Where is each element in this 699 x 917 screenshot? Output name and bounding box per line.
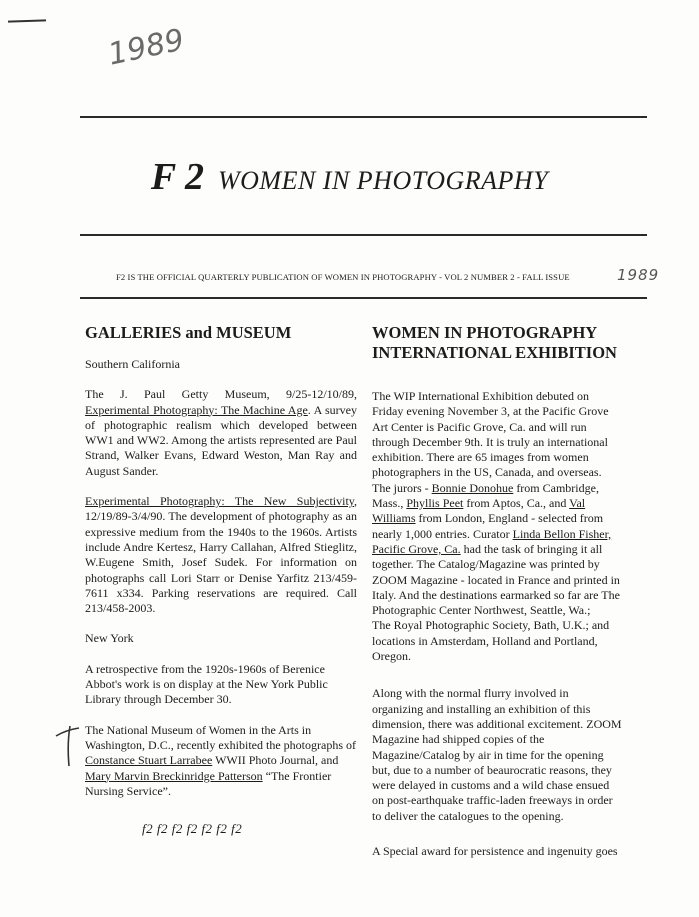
nmwa-intro: The National Museum of Women in the Arts in Washington, D.C., recently exhibited the photographs of xyxy=(85,722,356,752)
p1-text-c: from Aptos, Ca., and xyxy=(463,496,570,511)
exhibition-paragraph-1 xyxy=(372,389,622,618)
exhibition-heading-line2: INTERNATIONAL EXHIBITION xyxy=(372,343,617,362)
nmwa-paragraph xyxy=(85,723,357,799)
page-title xyxy=(0,155,699,199)
handwritten-year-top: 1989 xyxy=(105,22,188,73)
p1-text-b: from Cambridge, Mass., xyxy=(372,480,599,511)
abbott-paragraph: A retrospective from the 1920s-1960s of Berenice Abbot's work is on display at the New York Public Library through December 30. xyxy=(85,661,328,707)
nmwa-photographer-2: Mary Marvin Breckinridge Patterson xyxy=(85,768,263,783)
region-new-york: New York xyxy=(85,631,134,646)
handwritten-plus-mark xyxy=(52,722,82,768)
juror-phyllis-peet: Phyllis Peet xyxy=(406,496,464,511)
masthead-text: F2 IS THE OFFICIAL QUARTERLY PUBLICATION OF WOMEN IN PHOTOGRAPHY - VOL 2 NUMBER 2 - FALL ISSUE xyxy=(116,272,570,282)
title-bottom-rule xyxy=(80,234,647,236)
getty-paragraph xyxy=(85,387,357,479)
nmwa-rest: “The Frontier Nursing Service”. xyxy=(85,768,332,798)
getty-rest: . A survey of photographic realism which developed between WW1 and WW2. Among the artists represented are Paul Strand, Walker Evans, Edward Weston, Man Ray and August Sander. xyxy=(85,402,357,478)
f2-footer-ornament: f2 f2 f2 f2 f2 f2 f2 xyxy=(142,821,243,836)
left-column xyxy=(85,323,357,799)
masthead-bottom-rule xyxy=(80,297,647,299)
title-women-in-photography: WOMEN IN PHOTOGRAPHY xyxy=(217,166,549,195)
title-f2: F 2 xyxy=(150,156,204,198)
galleries-heading: GALLERIES and MUSEUM xyxy=(85,323,292,342)
p1-text-d: from London, England - selected from nearly 1,000 entries. Curator xyxy=(372,511,604,541)
subjectivity-show-title: Experimental Photography: The New Subjectivity xyxy=(85,494,354,509)
exhibition-paragraph-2: The Royal Photographic Society, Bath, U.K.; and locations in Amsterdam, Holland and Portland, Oregon. xyxy=(372,618,610,664)
juror-bonnie-donohue: Bonnie Donohue xyxy=(431,480,514,495)
exhibition-heading-line1: WOMEN IN PHOTOGRAPHY xyxy=(372,323,598,342)
p1-text-a: The WIP International Exhibition debuted on Friday evening November 3, at the Pacific Grove Art Center is Pacific Grove, Ca. and will run through December 9th. It is truly an international exhibition. There are 65 images from women photographers in the US, Canada, and overseas. The jurors - xyxy=(372,389,609,495)
nmwa-mid: WWII Photo Journal, and xyxy=(212,753,339,768)
corner-pen-stroke xyxy=(8,19,46,22)
masthead-line xyxy=(116,272,570,282)
juror-val-williams: Val Williams xyxy=(372,496,586,526)
curator-linda-bellon-fisher: Linda Bellon Fisher, Pacific Grove, Ca. xyxy=(372,526,612,556)
right-column xyxy=(372,323,622,859)
getty-show-title: Experimental Photography: The Machine Age xyxy=(85,402,308,417)
subjectivity-rest: , 12/19/89-3/4/90. The development of photography as an expressive medium from the 1940s to the 1960s. Artists include Andre Kertesz, Harry Callahan, Alfred Stieglitz, W.Eugene Smith, Josef Sudek. For information on photographs call Lori Starr or Denise Yarfitz 213/459-7611 x334. Parking reservations are required. Call 213/458-2003. xyxy=(85,494,357,616)
top-rule xyxy=(80,116,647,118)
nmwa-photographer-1: Constance Stuart Larrabee xyxy=(85,753,213,768)
getty-intro: The J. Paul Getty Museum, 9/25-12/10/89, xyxy=(85,387,357,402)
exhibition-paragraph-3: Along with the normal flurry involved in organizing and installing an exhibition of this dimension, there was additional excitement. ZOOM Magazine had shipped copies of the Magazine/Catalog by air in time for the opening but, due to a number of beaurocratic reasons, they were delayed in customs and a wild chase ensued on post-earthquake traffic-laden freeways in order to deliver the catalogues to the opening. xyxy=(372,686,622,823)
exhibition-paragraph-4: A Special award for persistence and ingenuity goes xyxy=(372,844,618,859)
p1-text-e: had the task of bringing it all together. The Catalog/Magazine was printed by ZOOM Magazine - located in France and printed in Italy. And the destinations earmarked so far are The Photographic Center Northwest, Seattle, Wa.; xyxy=(372,541,620,618)
handwritten-year-masthead: 1989 xyxy=(617,266,660,284)
subjectivity-paragraph xyxy=(85,494,357,616)
region-southern-california: Southern California xyxy=(85,357,180,371)
